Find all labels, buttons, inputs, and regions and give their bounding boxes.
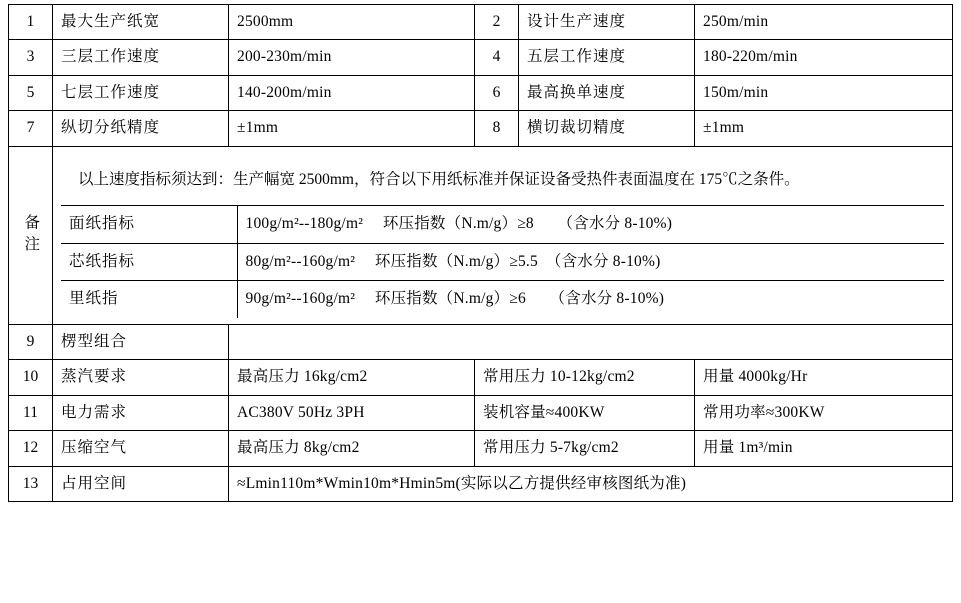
row-label: 三层工作速度 <box>53 40 229 75</box>
paper-spec-label: 芯纸指标 <box>61 243 237 280</box>
specification-table <box>8 4 953 502</box>
row-number: 4 <box>475 40 519 75</box>
remark-label-text: 备注 <box>22 213 40 257</box>
row-value: 用量 1m³/min <box>695 431 953 466</box>
row-value <box>229 324 953 359</box>
row-number: 5 <box>9 75 53 110</box>
row-value: 250m/min <box>695 5 953 40</box>
row-number: 7 <box>9 111 53 146</box>
table-row <box>9 111 953 146</box>
row-label: 蒸汽要求 <box>53 360 229 395</box>
row-number: 11 <box>9 395 53 430</box>
table-row <box>9 5 953 40</box>
row-number: 6 <box>475 75 519 110</box>
row-label: 电力需求 <box>53 395 229 430</box>
row-number: 10 <box>9 360 53 395</box>
row-label: 楞型组合 <box>53 324 229 359</box>
paper-spec-value: 90g/m²--160g/m² 环压指数（N.m/g）≥6 （含水分 8-10%) <box>237 281 944 318</box>
remark-row <box>9 146 953 324</box>
row-label: 设计生产速度 <box>519 5 695 40</box>
row-value: 常用压力 10-12kg/cm2 <box>475 360 695 395</box>
row-number: 2 <box>475 5 519 40</box>
row-number: 8 <box>475 111 519 146</box>
table-row <box>9 466 953 501</box>
row-number: 3 <box>9 40 53 75</box>
row-value: ±1mm <box>229 111 475 146</box>
table-row <box>9 395 953 430</box>
row-value: 200-230m/min <box>229 40 475 75</box>
row-number: 12 <box>9 431 53 466</box>
row-label: 最大生产纸宽 <box>53 5 229 40</box>
row-value: 常用功率≈300KW <box>695 395 953 430</box>
remark-note-row <box>61 153 944 206</box>
row-label: 七层工作速度 <box>53 75 229 110</box>
row-value: 最高压力 8kg/cm2 <box>229 431 475 466</box>
table-row <box>9 40 953 75</box>
row-value: 用量 4000kg/Hr <box>695 360 953 395</box>
table-row <box>9 431 953 466</box>
row-value: 2500mm <box>229 5 475 40</box>
paper-spec-row <box>61 243 944 280</box>
paper-spec-label: 里纸指 <box>61 281 237 318</box>
paper-spec-row <box>61 281 944 318</box>
row-value: ≈Lmin110m*Wmin10m*Hmin5m(实际以乙方提供经审核图纸为准) <box>229 466 953 501</box>
row-value: 140-200m/min <box>229 75 475 110</box>
row-label: 五层工作速度 <box>519 40 695 75</box>
remark-note-cell <box>61 153 944 206</box>
table-row <box>9 360 953 395</box>
remark-label <box>9 146 53 324</box>
remark-note-text: 以上速度指标须达到：生产幅宽 2500mm，符合以下用纸标准并保证设备受热件表面温度在 175℃之条件。 <box>78 170 800 188</box>
row-label: 最高换单速度 <box>519 75 695 110</box>
row-number: 13 <box>9 466 53 501</box>
paper-spec-label: 面纸指标 <box>61 206 237 243</box>
row-value: ±1mm <box>695 111 953 146</box>
row-value: AC380V 50Hz 3PH <box>229 395 475 430</box>
row-value: 180-220m/min <box>695 40 953 75</box>
row-value: 装机容量≈400KW <box>475 395 695 430</box>
paper-spec-value: 80g/m²--160g/m² 环压指数（N.m/g）≥5.5 （含水分 8-10%) <box>237 243 944 280</box>
paper-spec-value: 100g/m²--180g/m² 环压指数（N.m/g）≥8 （含水分 8-10%) <box>237 206 944 243</box>
row-value: 150m/min <box>695 75 953 110</box>
row-number: 1 <box>9 5 53 40</box>
row-label: 压缩空气 <box>53 431 229 466</box>
paper-spec-row <box>61 206 944 243</box>
row-value: 最高压力 16kg/cm2 <box>229 360 475 395</box>
table-row <box>9 324 953 359</box>
table-row <box>9 75 953 110</box>
remark-content <box>53 146 953 324</box>
row-value: 常用压力 5-7kg/cm2 <box>475 431 695 466</box>
row-label: 占用空间 <box>53 466 229 501</box>
row-label: 横切裁切精度 <box>519 111 695 146</box>
remark-inner-table <box>61 153 944 318</box>
row-label: 纵切分纸精度 <box>53 111 229 146</box>
row-number: 9 <box>9 324 53 359</box>
